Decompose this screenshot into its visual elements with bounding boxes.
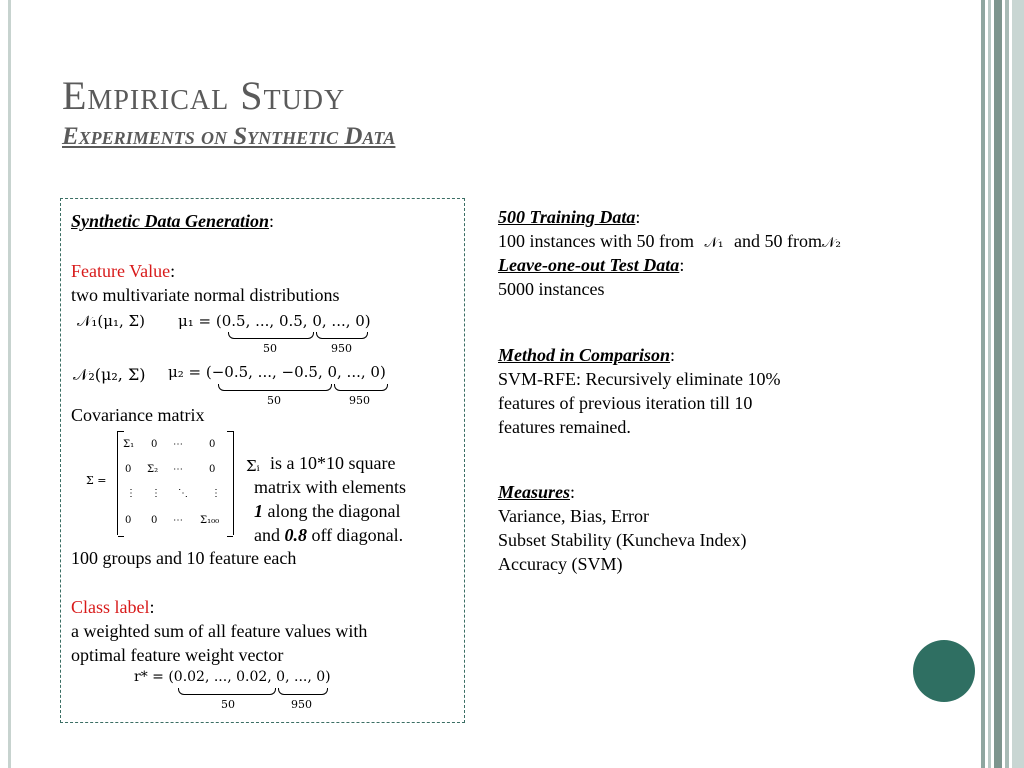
method-line-2: features of previous iteration till 10 [498, 393, 753, 413]
decor-stripe [1005, 0, 1009, 768]
sigma-i: Σᵢ [246, 457, 260, 475]
feature-description: two multivariate normal distributions [71, 285, 340, 305]
matrix-cell: ⋮ [151, 488, 161, 499]
decor-stripe [994, 0, 1002, 768]
matrix-cell: Σ₁₀₀ [200, 515, 220, 526]
method-line-3: features remained. [498, 417, 631, 437]
decor-stripe [1012, 0, 1024, 768]
measure-2: Subset Stability (Kuncheva Index) [498, 530, 747, 550]
class-desc-2: optimal feature weight vector [71, 645, 284, 665]
underbrace [228, 332, 314, 339]
eq2-lhs: 𝒩₂(μ₂, Σ) [73, 365, 146, 384]
training-desc: 100 instances with 50 from 𝒩₁ and 50 from𝒩₂ [498, 231, 842, 251]
decor-stripe [981, 0, 985, 768]
eq1-rhs: μ₁ = (0.5, ..., 0.5, 0, ..., 0) [178, 312, 371, 330]
underbrace [316, 332, 368, 339]
matrix-cell: ⋯ [173, 464, 183, 475]
underbrace [218, 384, 332, 391]
sigma-equals: Σ = [86, 474, 107, 487]
matrix-cell: 0 [125, 515, 132, 526]
eq3-count-950: 950 [291, 698, 312, 711]
measure-3: Accuracy (SVM) [498, 554, 623, 574]
underbrace [178, 688, 276, 695]
covariance-label: Covariance matrix [71, 405, 205, 425]
eq2-rhs: μ₂ = (−0.5, ..., −0.5, 0, ..., 0) [168, 363, 386, 381]
eq1-count-950: 950 [331, 342, 352, 355]
square-desc-4: and 0.8 off diagonal. [254, 525, 404, 545]
slide-title: Empirical Study [62, 73, 346, 118]
eq2-count-50: 50 [267, 394, 281, 407]
class-label: Class label: [71, 597, 155, 617]
test-heading: Leave-one-out Test Data: [498, 255, 685, 275]
slide-subtitle: Experiments on Synthetic Data [62, 123, 396, 150]
matrix-cell: 0 [125, 464, 132, 475]
feature-value-label: Feature Value: [71, 261, 176, 281]
eq1-count-50: 50 [263, 342, 277, 355]
n1-symbol: 𝒩₁ [704, 235, 724, 251]
method-heading: Method in Comparison: [498, 345, 676, 365]
synthetic-heading: Synthetic Data Generation: [71, 211, 275, 231]
eq3-count-50: 50 [221, 698, 235, 711]
matrix-cell: ⋯ [173, 515, 183, 526]
matrix-cell: ⋯ [173, 439, 183, 450]
matrix-cell: 0 [209, 464, 216, 475]
measures-heading: Measures: [498, 482, 576, 502]
square-desc-1: is a 10*10 square [270, 453, 396, 473]
covariance-matrix [117, 431, 234, 535]
decor-circle [913, 640, 975, 702]
frame-line [8, 0, 11, 768]
matrix-cell: 0 [209, 439, 216, 450]
matrix-cell: 0 [151, 439, 158, 450]
matrix-cell: ⋱ [178, 488, 188, 499]
matrix-cell: ⋮ [126, 488, 136, 499]
matrix-cell: 0 [151, 515, 158, 526]
eq3: r* = (0.02, ..., 0.02, 0, ..., 0) [134, 669, 331, 685]
groups-text: 100 groups and 10 feature each [71, 548, 297, 568]
matrix-cell: Σ₁ [123, 439, 135, 450]
eq1-lhs: 𝒩₁(μ₁, Σ) [77, 312, 145, 330]
n2-symbol: 𝒩₂ [822, 235, 842, 251]
class-desc-1: a weighted sum of all feature values with [71, 621, 368, 641]
eq2-count-950: 950 [349, 394, 370, 407]
underbrace [278, 688, 328, 695]
training-heading: 500 Training Data: [498, 207, 641, 227]
matrix-cell: ⋮ [211, 488, 221, 499]
square-desc-3: 1 along the diagonal [254, 501, 401, 521]
test-desc: 5000 instances [498, 279, 605, 299]
method-line-1: SVM-RFE: Recursively eliminate 10% [498, 369, 781, 389]
underbrace [334, 384, 388, 391]
measure-1: Variance, Bias, Error [498, 506, 649, 526]
matrix-cell: Σ₂ [147, 464, 159, 475]
decor-stripe [988, 0, 991, 768]
square-desc-2: matrix with elements [254, 477, 406, 497]
